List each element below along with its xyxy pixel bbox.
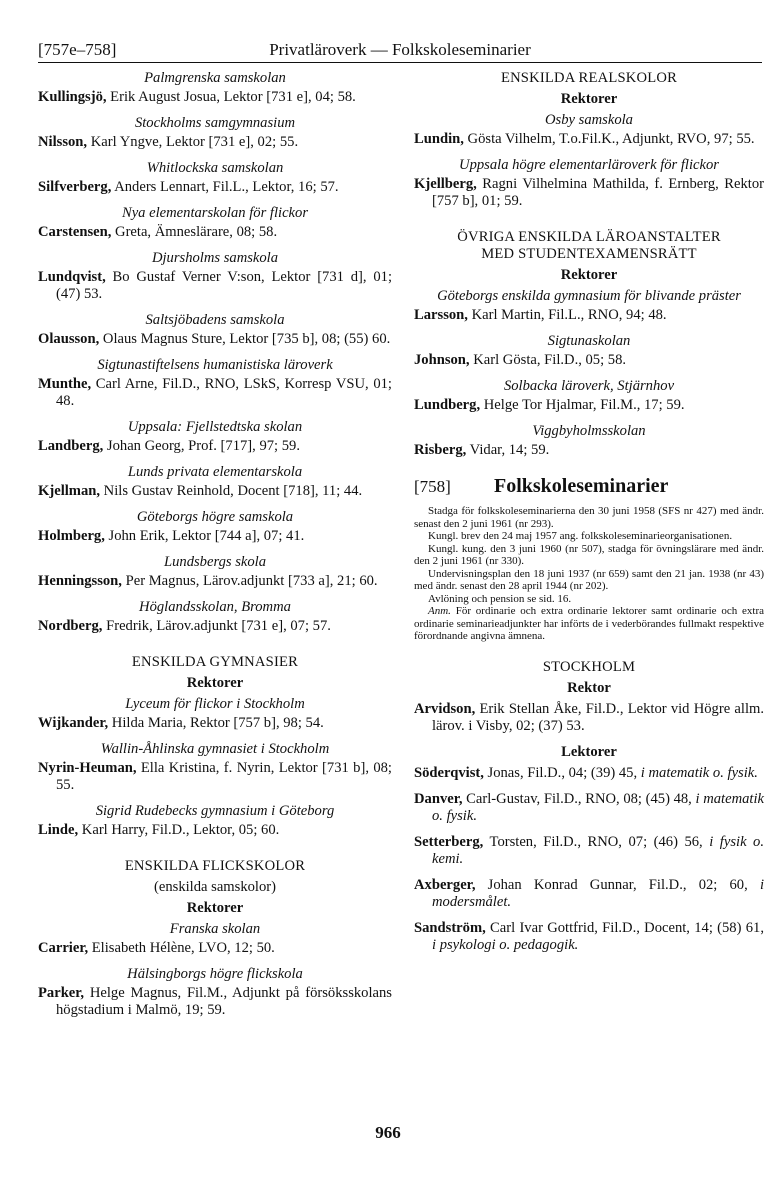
person-name: Söderqvist, xyxy=(414,764,484,781)
entry xyxy=(38,573,392,590)
school-name: Lundsbergs skola xyxy=(163,554,267,570)
person-details: Hilda Maria, Rektor [757 b], 98; 54. xyxy=(108,715,324,731)
subject: i matematik o. fysik. xyxy=(640,764,758,781)
seminarier-notes xyxy=(414,505,764,643)
entry xyxy=(414,791,764,825)
right-column xyxy=(414,70,764,963)
person-details: Helge Tor Hjalmar, Fil.M., 17; 59. xyxy=(480,397,685,413)
person-name: Henningsson, xyxy=(38,573,122,589)
person-name: Munthe, xyxy=(38,376,92,392)
school-name: Lyceum för flickor i Stockholm xyxy=(125,696,305,712)
person-name: Sandström, xyxy=(414,919,486,936)
person-name: Linde, xyxy=(38,822,79,838)
person-details: Karl Martin, Fil.L., RNO, 94; 48. xyxy=(467,307,667,323)
person-name: Nyrin-Heuman, xyxy=(38,760,137,776)
person-name: Arvidson, xyxy=(414,700,476,717)
section-heading-gymnasier: ENSKILDA GYMNASIER xyxy=(131,654,299,670)
person-name: Danver, xyxy=(414,790,463,807)
school-name: Stockholms samgymnasium xyxy=(134,115,296,131)
school-name: Osby samskola xyxy=(545,112,633,128)
entry xyxy=(38,822,392,839)
realskolor-entries xyxy=(414,112,764,210)
person-name: Landberg, xyxy=(38,438,104,454)
person-details: Fredrik, Lärov.adjunkt [731 e], 07; 57. xyxy=(102,618,331,634)
person-details: Karl Harry, Fil.D., Lektor, 05; 60. xyxy=(78,822,280,838)
person-name: Risberg, xyxy=(414,442,467,458)
school-name: Uppsala: Fjellstedtska skolan xyxy=(127,419,303,435)
ovriga-entries xyxy=(414,288,764,459)
section-heading-ovriga-line2: MED STUDENTEXAMENSRÄTT xyxy=(481,246,697,262)
entry xyxy=(38,483,392,500)
entry xyxy=(38,89,392,106)
entry xyxy=(414,920,764,954)
school-name: Göteborgs enskilda gymnasium för blivande präster xyxy=(437,288,741,304)
person-details: Ella Kristina, f. Nyrin, Lektor [731 b], 08; 55. xyxy=(56,760,392,793)
person-details: Helge Magnus, Fil.M., Adjunkt på försöksskolans högstadium i Malmö, 19; 59. xyxy=(56,985,392,1018)
school-name: Hälsingborgs högre flickskola xyxy=(127,966,303,982)
entry xyxy=(38,179,392,196)
person-name: Lundin, xyxy=(414,131,464,147)
subject: i matematik o. fysik. xyxy=(432,790,764,824)
school-name: Djursholms samskola xyxy=(151,250,279,266)
entry xyxy=(38,940,392,957)
person-name: Holmberg, xyxy=(38,528,105,544)
person-name: Larsson, xyxy=(414,307,468,323)
person-details: Carl Arne, Fil.D., RNO, LSkS, Korresp VSU, 01; 48. xyxy=(56,376,392,409)
subject: i fysik o. kemi. xyxy=(432,833,765,867)
entry xyxy=(414,307,764,324)
rektor-heading: Rektor xyxy=(567,679,611,696)
section-heading-realskolor: ENSKILDA REALSKOLOR xyxy=(500,70,678,86)
entry xyxy=(414,131,764,148)
school-name: Wallin-Åhlinska gymnasiet i Stockholm xyxy=(100,741,330,757)
person-name: Kullingsjö, xyxy=(38,89,107,105)
subject: i psykologi o. pedagogik. xyxy=(432,936,579,953)
anm-label: Anm. xyxy=(428,605,451,617)
person-details: John Erik, Lektor [744 a], 07; 41. xyxy=(104,528,305,544)
person-details: Nils Gustav Reinhold, Docent [718], 11; 44. xyxy=(100,483,363,499)
person-details: Johan Konrad Gunnar, Fil.D., 02; 60, xyxy=(475,876,760,893)
person-details: Jonas, Fil.D., 04; (39) 45, xyxy=(483,764,641,781)
school-name: Whitlockska samskolan xyxy=(146,160,284,176)
entry xyxy=(414,176,764,210)
entry xyxy=(414,701,764,735)
section-number: [758] xyxy=(414,477,451,496)
person-name: Carrier, xyxy=(38,940,89,956)
lektorer-entries xyxy=(414,765,764,954)
school-name: Höglandsskolan, Bromma xyxy=(139,599,291,615)
school-name: Palmgrenska samskolan xyxy=(144,70,286,86)
entry xyxy=(38,331,392,348)
person-details: Carl-Gustav, Fil.D., RNO, 08; (45) 48, xyxy=(462,790,696,807)
entry xyxy=(414,765,764,782)
entry xyxy=(414,442,764,459)
school-name: Saltsjöbadens samskola xyxy=(145,312,285,328)
person-details: Anders Lennart, Fil.L., Lektor, 16; 57. xyxy=(111,179,339,195)
school-name: Sigtunastiftelsens humanistiska läroverk xyxy=(97,357,333,373)
anm-text: För ordinarie och extra ordinarie lektorer samt ordinarie och extra ordinarie seminarieadjunkter har införts de i vederbörandes fullmakt respektive förordnande angivna ämnena. xyxy=(414,605,764,642)
person-details: Per Magnus, Lärov.adjunkt [733 a], 21; 60. xyxy=(121,573,378,589)
person-name: Lundqvist, xyxy=(38,269,106,285)
person-details: Gösta Vilhelm, T.o.Fil.K., Adjunkt, RVO, 97; 55. xyxy=(463,131,755,147)
person-name: Nordberg, xyxy=(38,618,103,634)
section-title: Folkskoleseminarier xyxy=(494,475,669,497)
person-name: Axberger, xyxy=(414,876,476,893)
person-details: Ragni Vilhelmina Mathilda, f. Ernberg, Rektor [757 b], 01; 59. xyxy=(432,176,764,209)
entry xyxy=(38,715,392,732)
entry xyxy=(38,269,392,303)
note-anm xyxy=(414,605,764,643)
person-name: Silfverberg, xyxy=(38,179,112,195)
entry xyxy=(38,528,392,545)
rektorer-heading: Rektorer xyxy=(186,900,244,916)
person-name: Parker, xyxy=(38,985,85,1001)
school-name: Sigrid Rudebecks gymnasium i Göteborg xyxy=(95,803,335,819)
section-heading-flickskolor: ENSKILDA FLICKSKOLOR xyxy=(124,858,306,874)
left-entries xyxy=(38,70,392,635)
person-details: Bo Gustaf Verner V:son, Lektor [731 d], 01; (47) 53. xyxy=(56,269,392,302)
person-details: Torsten, Fil.D., RNO, 07; (46) 56, xyxy=(483,833,710,850)
person-details: Elisabeth Hélène, LVO, 12; 50. xyxy=(88,940,275,956)
running-header xyxy=(38,40,762,63)
gymnasier-entries xyxy=(38,696,392,839)
entry xyxy=(38,760,392,794)
seminarier-heading xyxy=(414,475,764,497)
entry xyxy=(414,877,764,911)
entry xyxy=(38,985,392,1019)
school-name: Lunds privata elementarskola xyxy=(127,464,303,480)
person-details: Vidar, 14; 59. xyxy=(466,442,550,458)
school-name: Nya elementarskolan för flickor xyxy=(121,205,309,221)
person-name: Olausson, xyxy=(38,331,100,347)
rektorer-heading: Rektorer xyxy=(186,675,244,691)
running-title: Privatläroverk — Folkskoleseminarier xyxy=(269,40,531,59)
person-details: Karl Gösta, Fil.D., 05; 58. xyxy=(469,352,627,368)
person-details: Greta, Ämneslärare, 08; 58. xyxy=(111,224,278,240)
note: Stadga för folkskoleseminarierna den 30 juni 1958 (SFS nr 427) med ändr. senast den 2 juni 1961 (nr 293). xyxy=(414,505,764,530)
person-name: Lundberg, xyxy=(414,397,481,413)
person-name: Wijkander, xyxy=(38,715,109,731)
school-name: Solbacka läroverk, Stjärnhov xyxy=(503,378,675,394)
section-range: [757e–758] xyxy=(38,40,117,59)
section-subheading: (enskilda samskolor) xyxy=(154,879,276,895)
person-details: Johan Georg, Prof. [717], 97; 59. xyxy=(103,438,301,454)
entry xyxy=(414,834,764,868)
rektorer-heading: Rektorer xyxy=(560,267,618,283)
entry xyxy=(38,134,392,151)
lektorer-heading: Lektorer xyxy=(561,743,617,760)
person-name: Nilsson, xyxy=(38,134,88,150)
person-name: Carstensen, xyxy=(38,224,112,240)
note: Undervisningsplan den 18 juni 1937 (nr 659) samt den 21 jan. 1938 (nr 43) med ändr. senast den 28 april 1944 (nr 202). xyxy=(414,567,764,592)
person-name: Johnson, xyxy=(414,352,470,368)
school-name: Sigtunaskolan xyxy=(547,333,631,349)
note: Kungl. brev den 24 maj 1957 ang. folkskoleseminarieorganisationen. xyxy=(428,530,733,542)
entry xyxy=(414,352,764,369)
school-name: Franska skolan xyxy=(169,921,261,937)
person-name: Kjellberg, xyxy=(414,176,477,192)
note: Kungl. kung. den 3 juni 1960 (nr 507), stadga för övningslärare med ändr. den 2 juni 1961 (nr 330). xyxy=(414,542,764,567)
person-details: Carl Ivar Gottfrid, Fil.D., Docent, 14; (58) 61, xyxy=(485,919,764,936)
school-name: Viggbyholmsskolan xyxy=(532,423,646,439)
person-details: Karl Yngve, Lektor [731 e], 02; 55. xyxy=(87,134,299,150)
school-name: Uppsala högre elementarläroverk för flickor xyxy=(459,157,719,173)
page-number: 966 xyxy=(375,1123,401,1142)
person-details: Olaus Magnus Sture, Lektor [735 b], 08; (55) 60. xyxy=(99,331,391,347)
entry xyxy=(414,397,764,414)
rektorer-heading: Rektorer xyxy=(560,91,618,107)
flickskolor-entries xyxy=(38,921,392,1019)
note: Avlöning och pension se sid. 16. xyxy=(428,592,572,605)
subject: i modersmålet. xyxy=(432,876,764,910)
entry xyxy=(38,224,392,241)
entry xyxy=(38,376,392,410)
section-heading-stockholm: STOCKHOLM xyxy=(542,658,636,675)
person-details: Erik August Josua, Lektor [731 e], 04; 58. xyxy=(106,89,356,105)
left-column xyxy=(38,70,392,1028)
person-name: Setterberg, xyxy=(414,833,484,850)
entry xyxy=(38,618,392,635)
entry xyxy=(38,438,392,455)
person-details: Erik Stellan Åke, Fil.D., Lektor vid Högre allm. lärov. i Visby, 02; (37) 53. xyxy=(432,700,764,734)
section-heading-ovriga: ÖVRIGA ENSKILDA LÄROANSTALTER xyxy=(457,229,721,245)
person-name: Kjellman, xyxy=(38,483,101,499)
school-name: Göteborgs högre samskola xyxy=(136,509,294,525)
